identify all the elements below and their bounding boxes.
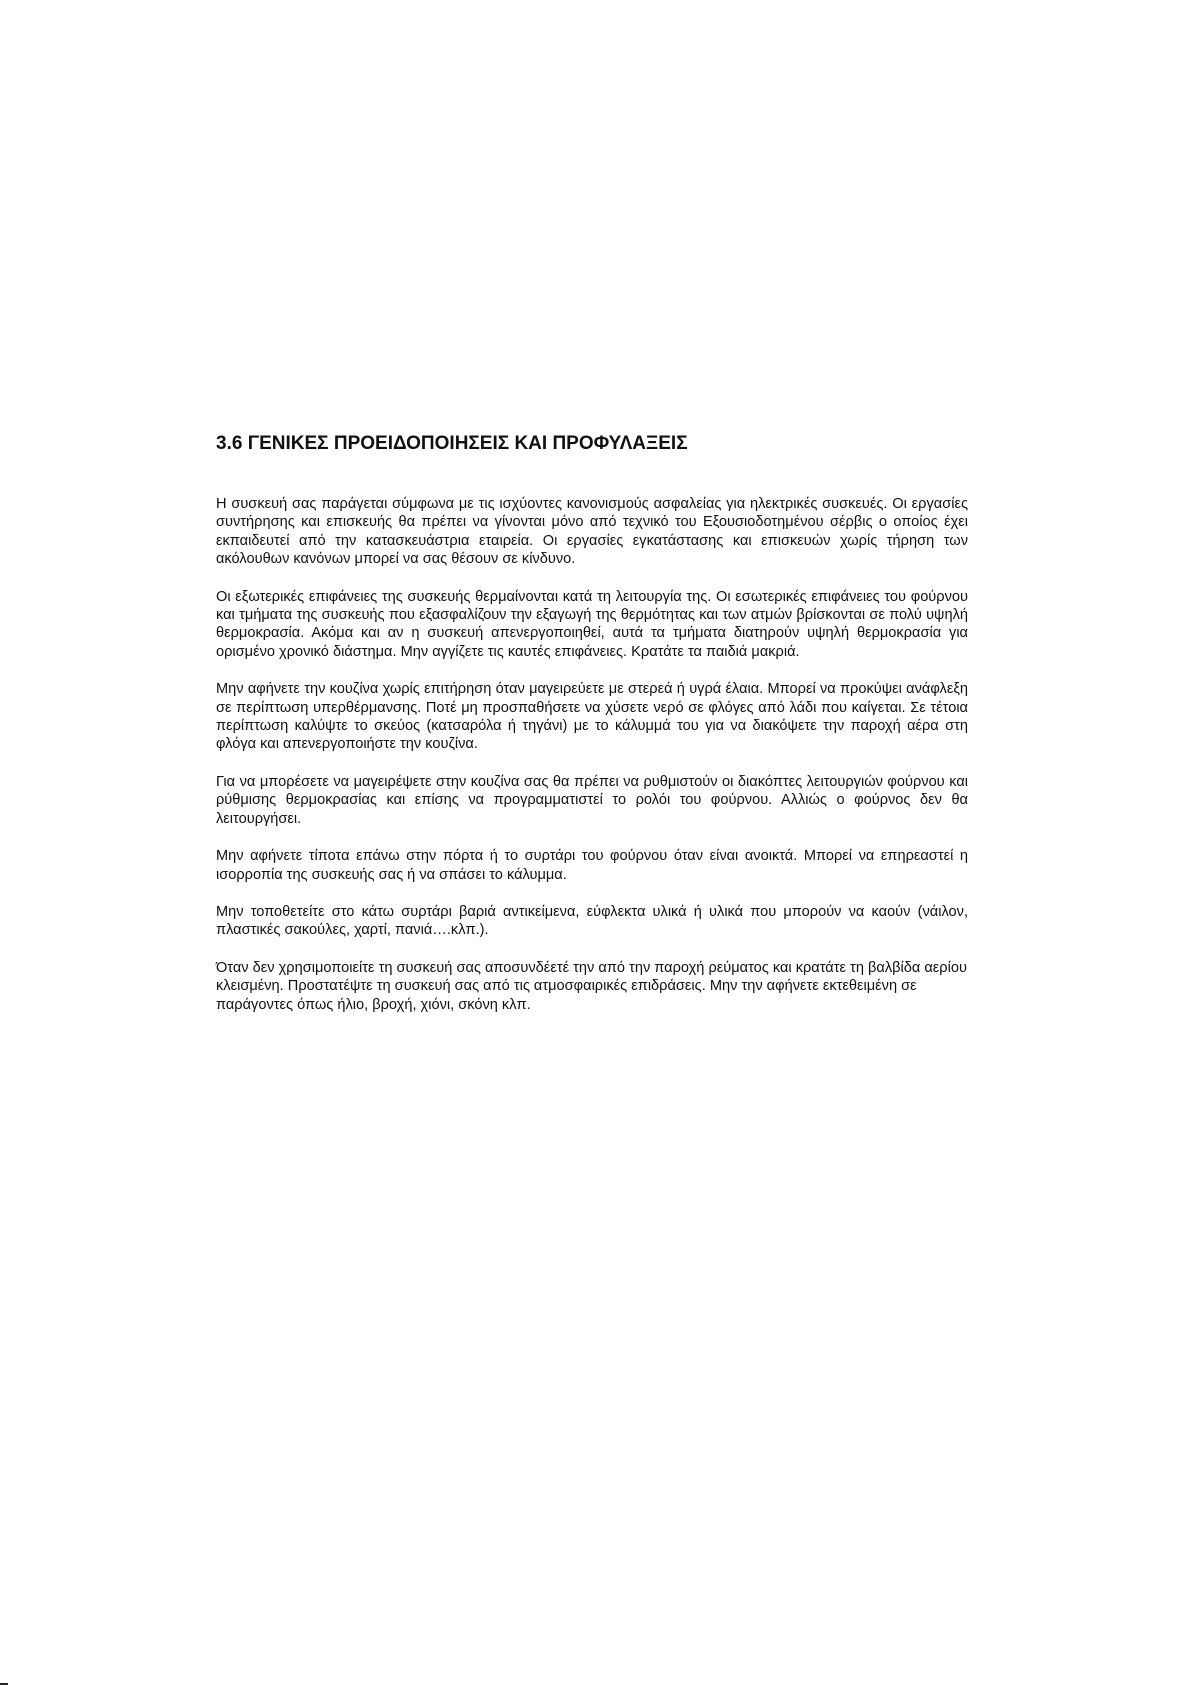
paragraph-safety-regulations: Η συσκευή σας παράγεται σύμφωνα με τις ισχύοντες κανονισμούς ασφαλείας για ηλεκτρικές συσκευές. Οι εργασίες συντήρησης και επισκευής θα πρέπει να γίνονται μόνο από τεχνικό του Εξουσιοδοτημένου σέρβις ο οποίος έχει εκπαιδευτεί από την κατασκευάστρια εταιρεία. Οι εργασίες εγκατάστασης και επισκευών χωρίς τήρηση των ακόλουθων κανόνων μπορεί να σας θέσουν σε κίνδυνο. (216, 496, 968, 568)
paragraph-disconnect: Όταν δεν χρησιμοποιείτε τη συσκευή σας αποσυνδέετέ την από την παροχή ρεύματος και κρατάτε τη βαλβίδα αερίου κλεισμένη. Προστατέψτε τη συσκευή σας από τις ατμοσφαιρικές επιδράσεις. Μην την αφήνετε εκτεθειμένη σε παράγοντες όπως ήλιο, βροχή, χιόνι, σκόνη κλπ. (216, 959, 967, 1013)
paragraph-clock-programming: Για να μπορέσετε να μαγειρέψετε στην κουζίνα σας θα πρέπει να ρυθμιστούν οι διακόπτες λειτουργιών φούρνου και ρύθμισης θερμοκρασίας και επίσης να προγραμματιστεί το ρολόι του φούρνου. Αλλιώς ο φούρνος δεν θα λειτουργήσει. (216, 773, 968, 827)
paragraph-bottom-drawer: Μην τοποθετείτε στο κάτω συρτάρι βαριά αντικείμενα, εύφλεκτα υλικά ή υλικά που μπορούν να καούν (νάιλον, πλαστικές σακούλες, χαρτί, πανιά….κλπ.). (216, 903, 968, 939)
paragraph-oil-fire: Μην αφήνετε την κουζίνα χωρίς επιτήρηση όταν μαγειρεύετε με στερεά ή υγρά έλαια. Μπορεί να προκύψει ανάφλεξη σε περίπτωση υπερθέρμανσης. Ποτέ μη προσπαθήσετε να χύσετε νερό σε φλόγες από λάδι που καίγεται. Σε τέτοια περίπτωση καλύψτε το σκεύος (κατσαρόλα ή τηγάνι) με το κάλυμμά του για να διακόψετε την παροχή αέρα στη φλόγα και απενεργοποιήστε την κουζίνα. (216, 681, 968, 753)
section-content (216, 433, 968, 1033)
paragraph-door-drawer: Μην αφήνετε τίποτα επάνω στην πόρτα ή το συρτάρι του φούρνου όταν είναι ανοικτά. Μπορεί να επηρεαστεί η ισορροπία της συσκευής σας ή να σπάσει το κάλυμμα. (216, 848, 968, 883)
paragraph-hot-surfaces: Οι εξωτερικές επιφάνειες της συσκευής θερμαίνονται κατά τη λειτουργία της. Οι εσωτερικές επιφάνειες του φούρνου και τμήματα της συσκευής που εξασφαλίζουν την εξαγωγή της θερμότητας και των ατμών βρίσκονται σε πολύ υψηλή θερμοκρασία. Ακόμα και αν η συσκευή απενεργοποιηθεί, αυτά τα τμήματα διατηρούν υψηλή θερμοκρασία για ορισμένο χρονικό διάστημα. Μην αγγίζετε τις καυτές επιφάνειες. Κρατάτε τα παιδιά μακριά. (216, 588, 968, 660)
section-heading: 3.6 ΓΕΝΙΚΕΣ ΠΡΟΕΙΔΟΠΟΙΗΣΕΙΣ ΚΑΙ ΠΡΟΦΥΛΑΞΕΙΣ (216, 433, 688, 454)
